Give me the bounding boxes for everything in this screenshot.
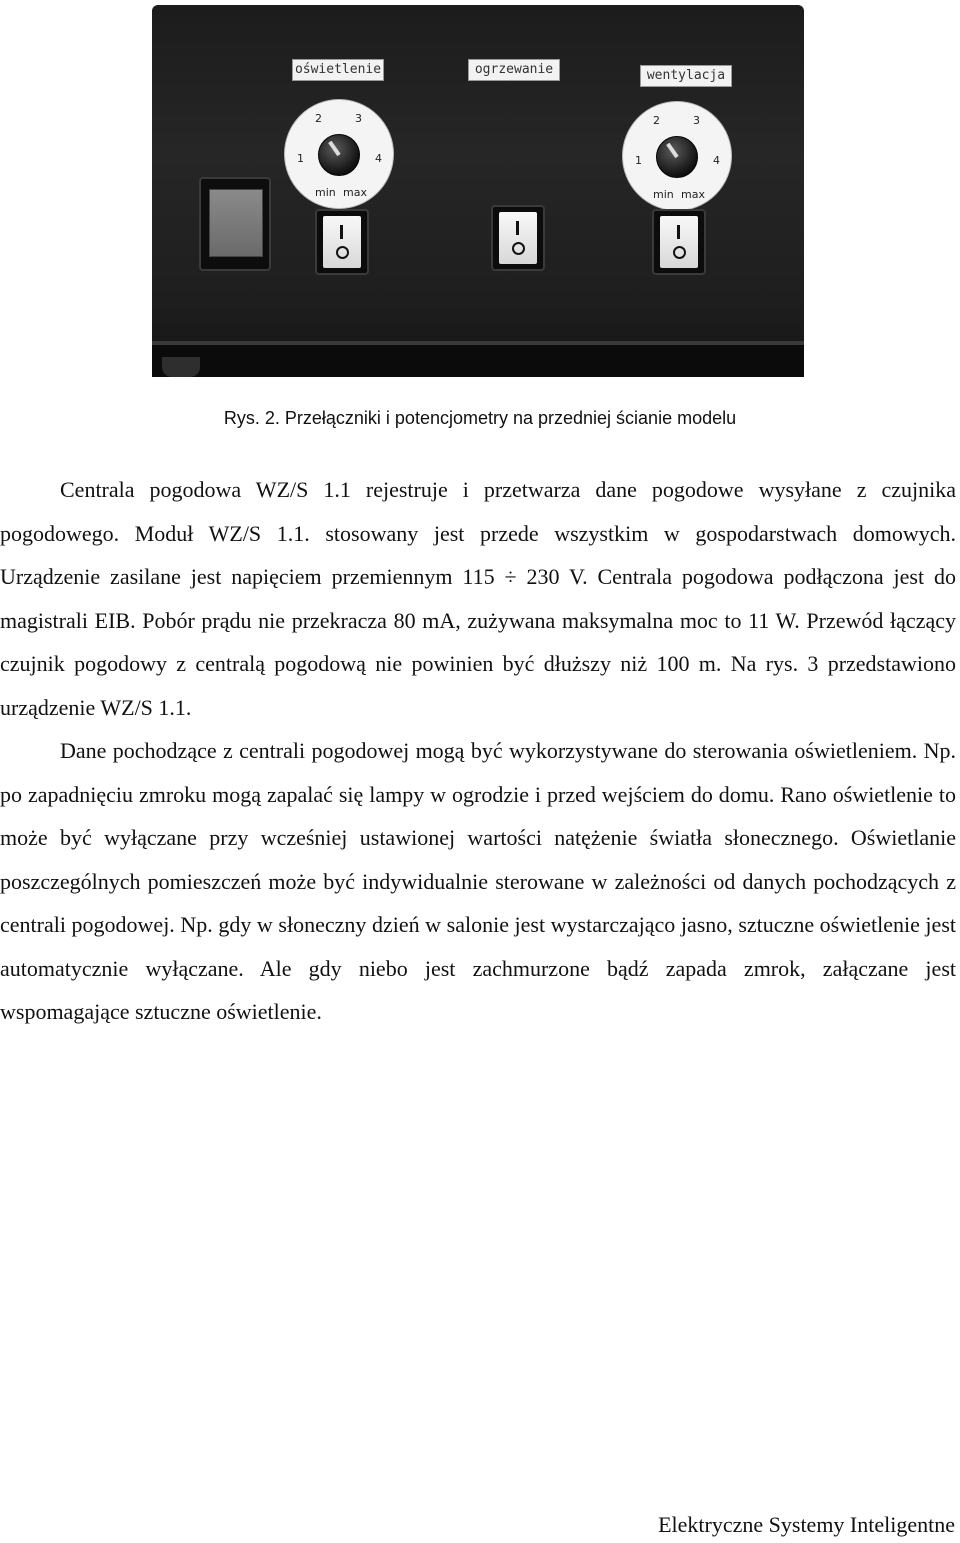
body-text: [0, 468, 956, 1034]
dial-mark-max: max: [343, 186, 367, 199]
dial-mark-max: max: [681, 188, 705, 201]
dial-mark-min: min: [315, 186, 336, 199]
switch-off-mark: [336, 246, 349, 259]
label-ventilation: wentylacja: [640, 65, 732, 87]
switch-off-mark: [512, 242, 525, 255]
lighting-switch: [315, 209, 369, 275]
front-panel-photo: [152, 5, 804, 377]
dial-mark-3: 3: [693, 114, 700, 127]
dial-mark-2: 2: [315, 112, 322, 125]
paragraph-2: Dane pochodzące z centrali pogodowej mogą być wykorzystywane do sterowania oświetleniem. Np. po zapadnięciu zmroku mogą zapalać się lampy w ogrodzie i przed wejściem do domu. Rano oświetlenie to może być wyłączane przy wcześniej ustawionej wartości natężenie światła słonecznego. Oświetlanie poszczególnych pomieszczeń może być indywidualnie sterowane w zależności od danych pochodzących z centrali pogodowej. Np. gdy w słoneczny dzień w salonie jest wystarczająco jasno, sztuczne oświetlenie jest automatycznie wyłączane. Ale gdy niebo jest zachmurzone bądź zapada zmrok, załączane jest wspomagające sztuczne oświetlenie.: [0, 738, 956, 1024]
main-power-rocker-switch: [199, 177, 271, 271]
paragraph-1: Centrala pogodowa WZ/S 1.1 rejestruje i przetwarza dane pogodowe wysyłane z czujnika pogodowego. Moduł WZ/S 1.1. stosowany jest przede wszystkim w gospodarstwach domowych. Urządzenie zasilane jest napięciem przemiennym 115 ÷ 230 V. Centrala pogodowa podłączona jest do magistrali EIB. Pobór prądu nie przekracza 80 mA, zużywana maksymalna moc to 11 W. Przewód łączący czujnik pogodowy z centralą pogodową nie powinien być dłuższy niż 100 m. Na rys. 3 przedstawiono urządzenie WZ/S 1.1.: [0, 477, 956, 720]
dial-mark-min: min: [653, 188, 674, 201]
switch-off-mark: [673, 246, 686, 259]
lighting-knob: [318, 134, 360, 176]
label-lighting: oświetlenie: [292, 59, 384, 81]
page-footer: Elektryczne Systemy Inteligentne: [658, 1512, 955, 1537]
dial-mark-1: 1: [297, 152, 304, 165]
dial-mark-4: 4: [375, 152, 382, 165]
dial-mark-2: 2: [653, 114, 660, 127]
dial-mark-3: 3: [355, 112, 362, 125]
ventilation-switch: [652, 209, 706, 275]
switch-on-mark: [340, 225, 343, 239]
ventilation-knob: [656, 136, 698, 178]
switch-on-mark: [677, 225, 680, 239]
label-heating: ogrzewanie: [468, 59, 560, 81]
figure-caption: Rys. 2. Przełączniki i potencjometry na przedniej ścianie modelu: [223, 408, 737, 428]
lighting-potentiometer-dial: [284, 99, 394, 209]
dial-mark-1: 1: [635, 154, 642, 167]
ventilation-potentiometer-dial: [622, 101, 732, 211]
switch-on-mark: [516, 221, 519, 235]
heating-switch: [491, 205, 545, 271]
dial-mark-4: 4: [713, 154, 720, 167]
